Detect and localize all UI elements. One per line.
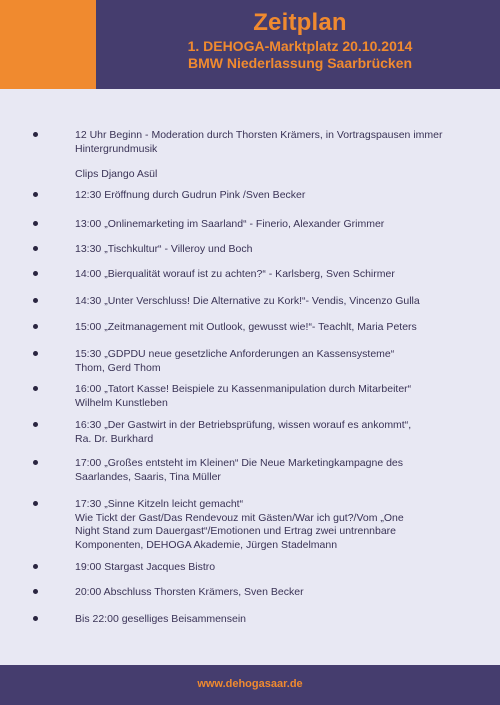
schedule-item-text: 13:00 „Onlinemarketing im Saarland“ - Finerio, Alexander Grimmer bbox=[75, 218, 385, 230]
schedule-item-text: 16:00 „Tatort Kasse! Beispiele zu Kassenmanipulation durch Mitarbeiter“ Wilhelm Kunstleben bbox=[75, 383, 412, 409]
schedule-item-text: 15:30 „GDPDU neue gesetzliche Anforderungen an Kassensysteme“ Thom, Gerd Thom bbox=[75, 348, 395, 374]
bullet-icon bbox=[33, 221, 38, 226]
bullet-icon bbox=[33, 351, 38, 356]
bullet-icon bbox=[33, 324, 38, 329]
schedule-item-text: 12:30 Eröffnung durch Gudrun Pink /Sven Becker bbox=[75, 189, 306, 201]
bullet-icon bbox=[33, 271, 38, 276]
orange-accent-block bbox=[0, 0, 96, 89]
schedule-item-text: 17:30 „Sinne Kitzeln leicht gemacht“ Wie Tickt der Gast/Das Rendevouz mit Gästen/War ich gut?/Vom „One Night Stand zum Dauergast“/Emotionen und Ertrag zwei untrennbare Komponenten, DEHOGA Akademie, Jürgen Stadelmann bbox=[75, 498, 404, 551]
bullet-icon bbox=[33, 192, 38, 197]
header-banner bbox=[0, 0, 500, 89]
bullet-icon bbox=[33, 422, 38, 427]
schedule-item-text: 12 Uhr Beginn - Moderation durch Thorsten Krämers, in Vortragspausen immer Hintergrundmusik bbox=[75, 129, 443, 155]
schedule-item-text: 20:00 Abschluss Thorsten Krämers, Sven Becker bbox=[75, 586, 304, 598]
event-name: 1. DEHOGA-Marktplatz 20.10.2014 bbox=[187, 38, 413, 54]
bullet-icon bbox=[33, 298, 38, 303]
footer-banner bbox=[0, 665, 500, 705]
schedule-item-text: 14:30 „Unter Verschluss! Die Alternative zu Kork!“- Vendis, Vincenzo Gulla bbox=[75, 295, 420, 307]
bullet-icon bbox=[33, 589, 38, 594]
schedule-item-text: Clips Django Asül bbox=[75, 168, 158, 180]
website-link[interactable]: www.dehogasaar.de bbox=[197, 678, 303, 690]
bullet-icon bbox=[33, 460, 38, 465]
schedule-item-text: 14:00 „Bierqualität worauf ist zu achten?“ - Karlsberg, Sven Schirmer bbox=[75, 268, 395, 280]
bullet-icon bbox=[33, 246, 38, 251]
schedule-item-text: 17:00 „Großes entsteht im Kleinen“ Die Neue Marketingkampagne des Saarlandes, Saaris, Tina Müller bbox=[75, 457, 404, 483]
schedule-item-text: 13:30 „Tischkultur“ - Villeroy und Boch bbox=[75, 243, 253, 255]
bullet-icon bbox=[33, 501, 38, 506]
schedule-item-text: 19:00 Stargast Jacques Bistro bbox=[75, 561, 216, 573]
page-title: Zeitplan bbox=[253, 9, 347, 36]
header-text bbox=[110, 8, 490, 72]
bullet-icon bbox=[33, 564, 38, 569]
bullet-icon bbox=[33, 616, 38, 621]
schedule-item-text: 15:00 „Zeitmanagement mit Outlook, gewusst wie!“- Teachlt, Maria Peters bbox=[75, 321, 417, 333]
event-location: BMW Niederlassung Saarbrücken bbox=[187, 55, 413, 71]
bullet-icon bbox=[33, 386, 38, 391]
schedule-item-text: Bis 22:00 geselliges Beisammensein bbox=[75, 613, 247, 625]
schedule-item-text: 16:30 „Der Gastwirt in der Betriebsprüfung, wissen worauf es ankommt“, Ra. Dr. Burkhard bbox=[75, 419, 412, 445]
bullet-icon bbox=[33, 132, 38, 137]
